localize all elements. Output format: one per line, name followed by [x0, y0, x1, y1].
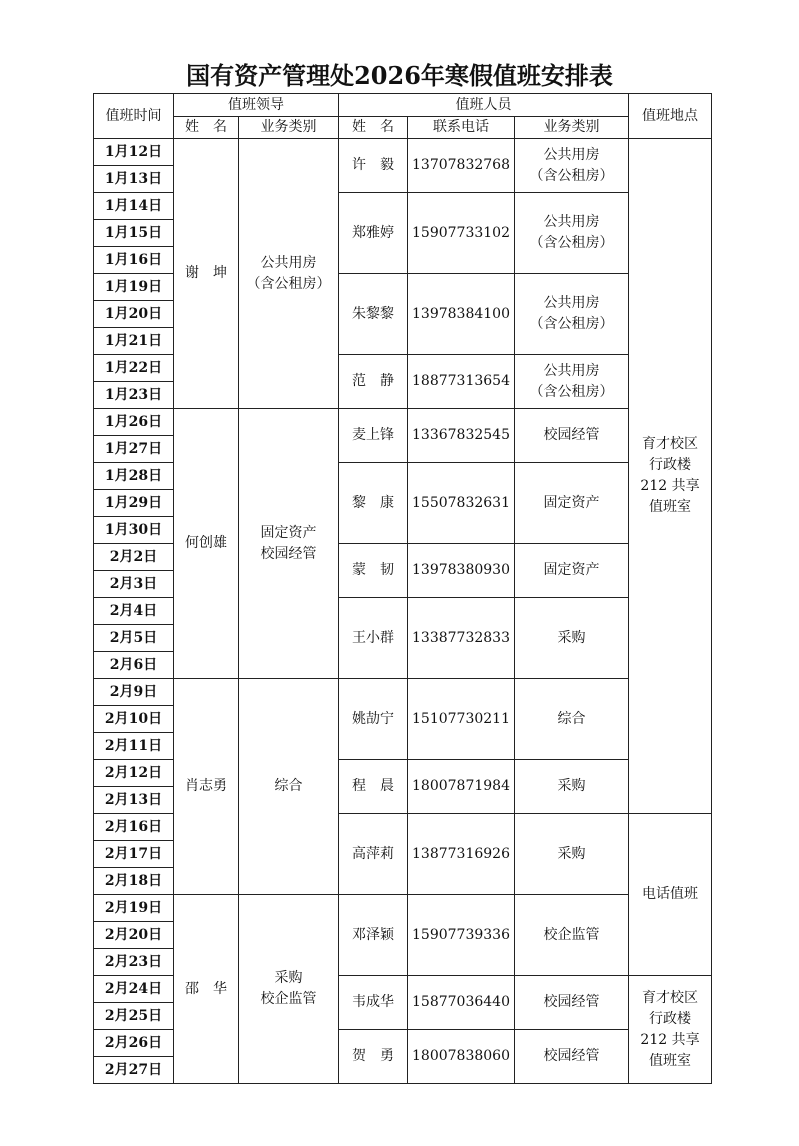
staff-phone: 13877316926 — [408, 814, 515, 895]
leader-category: 公共用房 （含公租房） — [239, 139, 339, 409]
date-cell: 1月16日 — [94, 247, 174, 274]
staff-phone: 15907733102 — [408, 193, 515, 274]
leader-category: 综合 — [239, 679, 339, 895]
staff-category: 采购 — [515, 760, 629, 814]
date-cell: 1月29日 — [94, 490, 174, 517]
header-leader-group: 值班领导 — [174, 94, 339, 117]
header-staff-group: 值班人员 — [339, 94, 629, 117]
staff-name: 蒙 韧 — [339, 544, 408, 598]
staff-name: 范 静 — [339, 355, 408, 409]
date-cell: 2月27日 — [94, 1057, 174, 1084]
staff-name: 程 晨 — [339, 760, 408, 814]
date-cell: 2月26日 — [94, 1030, 174, 1057]
staff-name: 高萍莉 — [339, 814, 408, 895]
staff-phone: 13387732833 — [408, 598, 515, 679]
table-row — [94, 139, 712, 166]
header-leader-category: 业务类别 — [239, 117, 339, 139]
date-cell: 2月25日 — [94, 1003, 174, 1030]
staff-category: 公共用房 （含公租房） — [515, 193, 629, 274]
location-cell: 育才校区 行政楼 212 共享 值班室 — [629, 976, 712, 1084]
date-cell: 2月19日 — [94, 895, 174, 922]
staff-name: 黎 康 — [339, 463, 408, 544]
staff-category: 校企监管 — [515, 895, 629, 976]
staff-phone: 18007838060 — [408, 1030, 515, 1084]
leader-name: 肖志勇 — [174, 679, 239, 895]
staff-category: 校园经管 — [515, 1030, 629, 1084]
staff-phone: 13978384100 — [408, 274, 515, 355]
staff-phone: 15107730211 — [408, 679, 515, 760]
date-cell: 1月15日 — [94, 220, 174, 247]
date-cell: 1月20日 — [94, 301, 174, 328]
date-cell: 2月3日 — [94, 571, 174, 598]
duty-schedule-table — [93, 93, 712, 1084]
staff-name: 麦上锋 — [339, 409, 408, 463]
date-cell: 1月21日 — [94, 328, 174, 355]
staff-phone: 13707832768 — [408, 139, 515, 193]
date-cell: 2月24日 — [94, 976, 174, 1003]
date-cell: 1月12日 — [94, 139, 174, 166]
staff-name: 许 毅 — [339, 139, 408, 193]
staff-category: 公共用房 （含公租房） — [515, 355, 629, 409]
header-time: 值班时间 — [94, 94, 174, 139]
leader-name: 谢 坤 — [174, 139, 239, 409]
header-staff-name: 姓 名 — [339, 117, 408, 139]
staff-phone: 15877036440 — [408, 976, 515, 1030]
location-cell: 电话值班 — [629, 814, 712, 976]
staff-phone: 13367832545 — [408, 409, 515, 463]
date-cell: 2月4日 — [94, 598, 174, 625]
date-cell: 2月2日 — [94, 544, 174, 571]
staff-phone: 18007871984 — [408, 760, 515, 814]
header-row-1 — [94, 94, 712, 117]
date-cell: 1月27日 — [94, 436, 174, 463]
leader-name: 邵 华 — [174, 895, 239, 1084]
date-cell: 2月11日 — [94, 733, 174, 760]
date-cell: 2月10日 — [94, 706, 174, 733]
staff-category: 采购 — [515, 814, 629, 895]
date-cell: 1月14日 — [94, 193, 174, 220]
staff-name: 郑雅婷 — [339, 193, 408, 274]
staff-phone: 15907739336 — [408, 895, 515, 976]
date-cell: 2月6日 — [94, 652, 174, 679]
date-cell: 1月28日 — [94, 463, 174, 490]
date-cell: 2月5日 — [94, 625, 174, 652]
header-staff-phone: 联系电话 — [408, 117, 515, 139]
header-row-2 — [94, 117, 712, 139]
date-cell: 2月23日 — [94, 949, 174, 976]
staff-category: 校园经管 — [515, 409, 629, 463]
staff-category: 固定资产 — [515, 463, 629, 544]
staff-phone: 15507832631 — [408, 463, 515, 544]
date-cell: 2月9日 — [94, 679, 174, 706]
date-cell: 2月20日 — [94, 922, 174, 949]
date-cell: 1月30日 — [94, 517, 174, 544]
staff-category: 采购 — [515, 598, 629, 679]
date-cell: 2月16日 — [94, 814, 174, 841]
staff-category: 公共用房 （含公租房） — [515, 274, 629, 355]
header-location: 值班地点 — [629, 94, 712, 139]
staff-phone: 18877313654 — [408, 355, 515, 409]
date-cell: 1月23日 — [94, 382, 174, 409]
staff-category: 公共用房 （含公租房） — [515, 139, 629, 193]
staff-category: 校园经管 — [515, 976, 629, 1030]
staff-name: 朱黎黎 — [339, 274, 408, 355]
date-cell: 1月13日 — [94, 166, 174, 193]
leader-name: 何创雄 — [174, 409, 239, 679]
staff-phone: 13978380930 — [408, 544, 515, 598]
leader-category: 固定资产 校园经管 — [239, 409, 339, 679]
date-cell: 2月17日 — [94, 841, 174, 868]
table-row — [94, 679, 712, 706]
table-row — [94, 409, 712, 436]
staff-name: 韦成华 — [339, 976, 408, 1030]
leader-category: 采购 校企监管 — [239, 895, 339, 1084]
date-cell: 2月13日 — [94, 787, 174, 814]
staff-category: 固定资产 — [515, 544, 629, 598]
staff-name: 邓泽颖 — [339, 895, 408, 976]
table-row — [94, 895, 712, 922]
date-cell: 1月22日 — [94, 355, 174, 382]
staff-name: 贺 勇 — [339, 1030, 408, 1084]
staff-name: 姚劼宁 — [339, 679, 408, 760]
page-title: 国有资产管理处2026年寒假值班安排表 — [186, 61, 613, 90]
staff-category: 综合 — [515, 679, 629, 760]
staff-name: 王小群 — [339, 598, 408, 679]
date-cell: 2月12日 — [94, 760, 174, 787]
date-cell: 2月18日 — [94, 868, 174, 895]
date-cell: 1月26日 — [94, 409, 174, 436]
header-leader-name: 姓 名 — [174, 117, 239, 139]
header-staff-category: 业务类别 — [515, 117, 629, 139]
location-cell: 育才校区 行政楼 212 共享 值班室 — [629, 139, 712, 814]
date-cell: 1月19日 — [94, 274, 174, 301]
